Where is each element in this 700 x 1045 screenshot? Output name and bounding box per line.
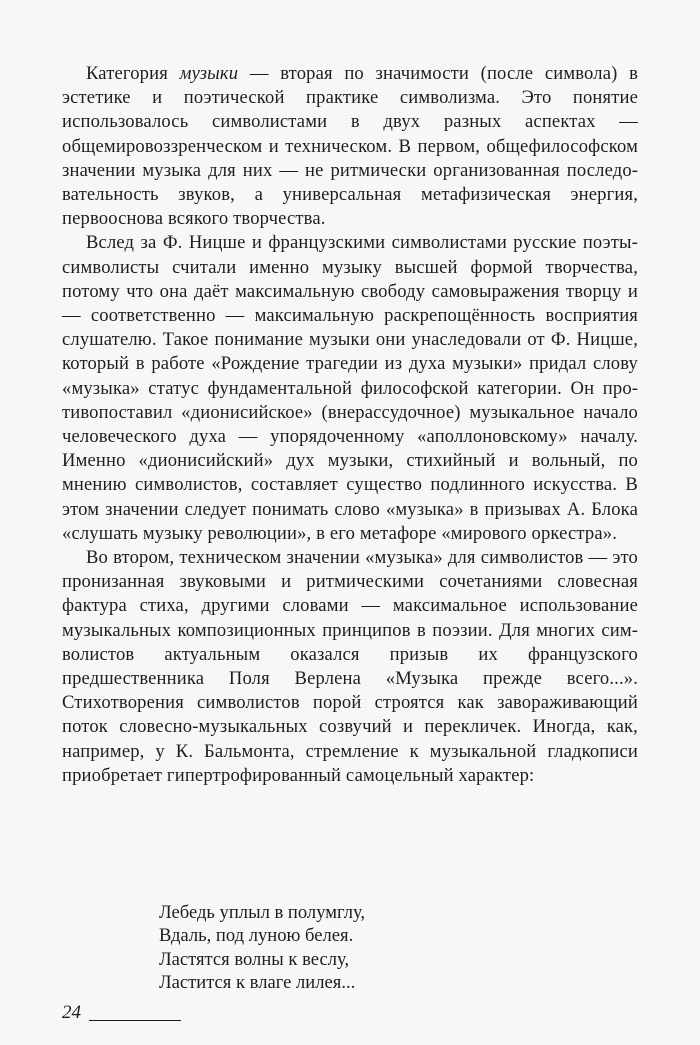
- paragraph-music-category: [62, 62, 638, 231]
- poem-line: Лебедь уплыл в полумглу,: [159, 902, 366, 923]
- paragraph-technical-meaning: Во втором, техническом значении «музыка» для символистов — это пронизанная звуковыми и ритмическими сочетаниями словесная фактура стиха, другими словами — максимальное использование музыкальных композиционных принципов в поэзии. Для многих символистов актуальным оказался призыв их французского предшественника Поля Верлена «Музыка прежде всего...». Стихотворения символистов порой строятся как завораживающий поток словесно-музыкальных созвучий и перекличек. Иногда, как, например, у К. Бальмонта, стремление к музыкальной гладкописи приобретает гипертрофированный самоцельный характер:: [62, 547, 638, 786]
- paragraph-nietzsche: Вслед за Ф. Ницше и французскими символистами русские поэты-символисты считали именно музыку высшей формой творчества, потому что она даёт максимальную свободу самовыражения творцу и — соответственно — максимальную раскрепощённость восприятия слушателю. Такое понимание музыки они унаследовали от Ф. Ницше, который в работе «Рождение трагедии из духа музыки» придал слову «музыка» статус фундаментальной философской категории. Он противопоставил «дионисийское» (внерассудочное) музыкальное начало человеческого духа — упорядоченному «аполлоновскому» началу. Именно «дионисийский» дух музыки, стихийный и вольный, по мнению символистов, составляет существо подлинного искусства. В этом значении следует понимать слово «музыка» в призывах А. Блока «слушать музыку революции», в его метафоре «мирового оркестра».: [62, 232, 638, 544]
- footer-rule: [89, 1020, 181, 1021]
- poem-line: Ластится к влаге лилея...: [159, 972, 356, 994]
- poem-line: Ластятся волны к веслу,: [159, 948, 350, 970]
- poem-line: Вдаль, под луною белея.: [159, 925, 354, 947]
- poem-quote: [159, 901, 365, 995]
- page-number: 24: [62, 1002, 81, 1023]
- emphasized-term-music: музыки: [179, 63, 239, 84]
- paragraph-1-text-start: Категория: [86, 63, 180, 84]
- page-footer: [62, 1002, 181, 1024]
- paragraph-1-text-rest: — вторая по значимости (после символа) в эстетике и поэтической практике символизма. Это понятие использовалось символистами в двух разных аспектах — общемировоззренческом и техническом. В первом, общефилософском значении музыка для них — не ритмически организованная последовательность звуков, а универсальная метафизическая энергия, первооснова всякого творчества.: [62, 63, 639, 230]
- page-body: [62, 62, 638, 788]
